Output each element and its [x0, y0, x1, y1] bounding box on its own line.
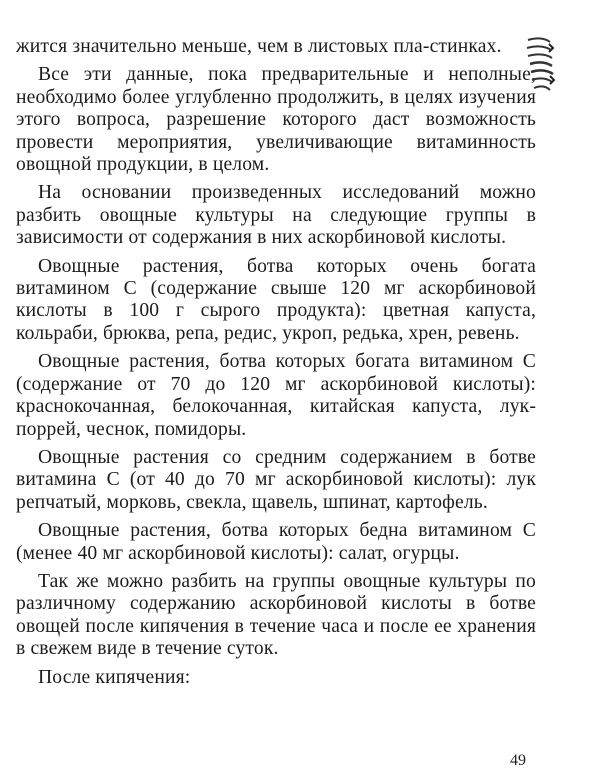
paragraph-boiling-storage: Так же можно разбить на группы овощные культуры по различному содержанию аскорбиновой кислоты в ботве овощей после кипячения в течение часа и после ее хранения в свежем виде в течение суток. [16, 570, 536, 660]
paragraph-grouping-intro: На основании произведенных исследований можно разбить овощные культуры на следующие группы в зависимости от содержания в них аскорбиновой кислоты. [16, 182, 536, 249]
paragraph-group-rich: Овощные растения, ботва которых богата витамином С (содержание от 70 до 120 мг аскорбиновой кислоты): краснокочанная, белокочанная, китайская капуста, лук-поррей, чеснок, помидоры. [16, 351, 536, 440]
page-number: 49 [510, 752, 526, 769]
paragraph-preliminary-data: Все эти данные, пока предварительные и неполные, необходимо более углубленно продолжить, в целях изучения этого вопроса, разрешение которого даст возможность провести мероприятия, увеличивающие витаминность овощной продукции, в целом. [16, 64, 536, 176]
binding-spiral-icon [522, 34, 556, 96]
paragraph-group-very-rich: Овощные растения, ботва которых очень богата витамином С (содержание свыше 120 мг аскорбиновой кислоты в 100 г сырого продукта): цветная капуста, кольраби, брюква, репа, редис, укроп, редька, хрен, ревень. [16, 255, 536, 344]
paragraph-group-poor: Овощные растения, ботва которых бедна витамином С (менее 40 мг аскорбиновой кислоты): салат, огурцы. [16, 520, 536, 564]
paragraph-after-boiling: После кипячения: [38, 666, 191, 688]
paragraph-group-medium: Овощные растения со средним содержанием в ботве витамина С (от 40 до 70 мг аскорбиновой кислоты): лук репчатый, морковь, свекла, щавель, шпинат, картофель. [16, 446, 536, 513]
paragraph-continuation: жится значительно меньше, чем в листовых пла-стинках. [16, 36, 502, 57]
